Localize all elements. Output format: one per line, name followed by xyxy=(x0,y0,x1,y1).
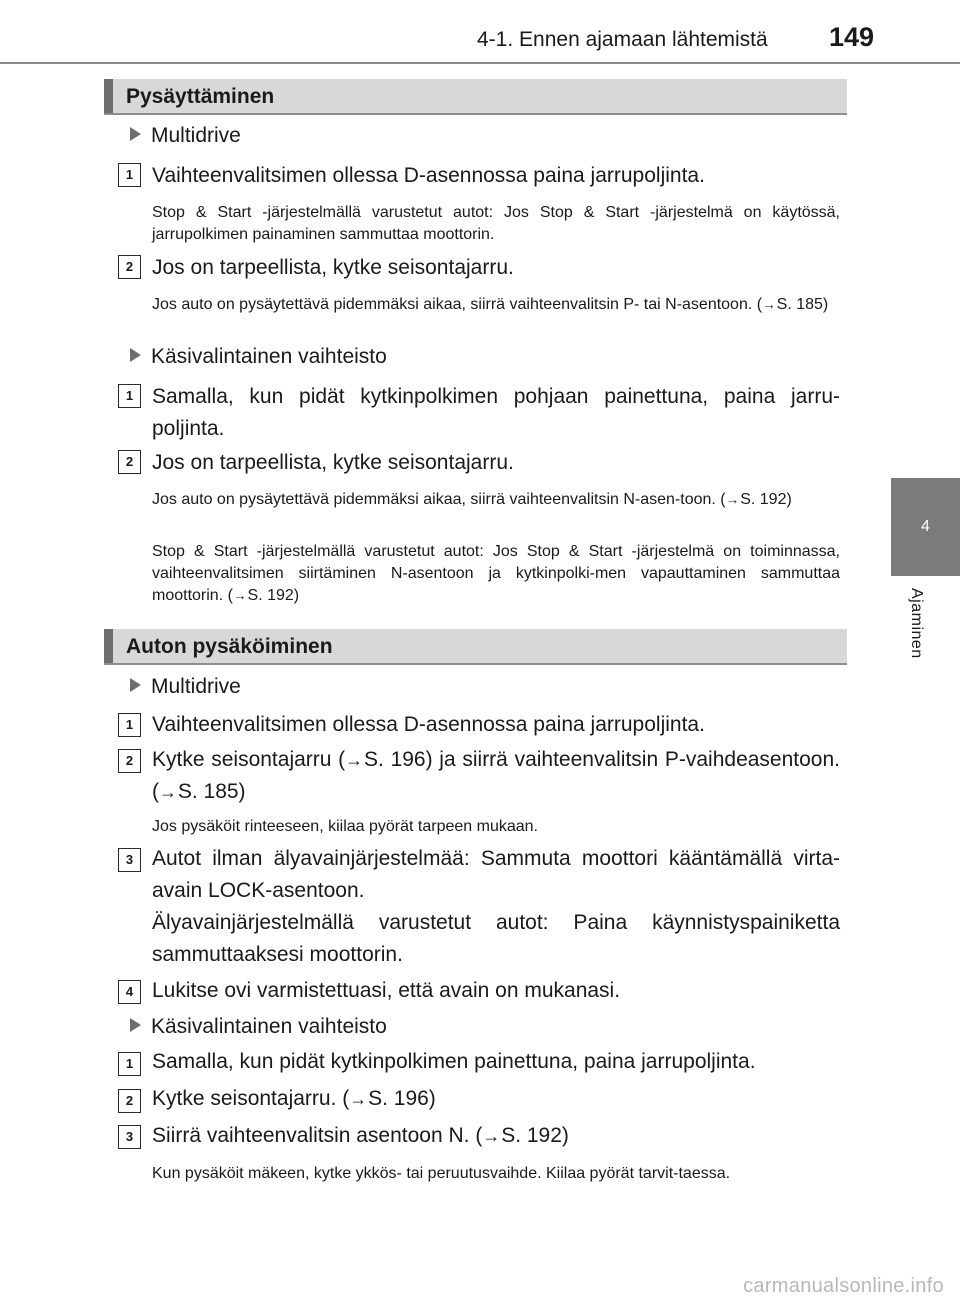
step-text: Lukitse ovi varmistettuasi, että avain on mukanasi. xyxy=(152,979,621,1002)
group-heading: Käsivalintainen vaihteisto xyxy=(130,1011,387,1043)
step-text: Älyavainjärjestelmällä varustetut autot: Paina käynnistyspainiketta sammuttaaksesi moottorin. xyxy=(152,911,840,966)
step-text: Kytke seisontajarru (→S. 196) ja siirrä vaihteenvalitsin P-vaihdeasentoon. (→S. 185) xyxy=(152,744,840,808)
step-note: Stop & Start -järjestelmällä varustetut autot: Jos Stop & Start -järjestelmä on toiminnassa, vaihteenvalitsimen siirtäminen N-asentoon ja kytkinpolki-men vapauttaminen sammuttaa moottorin. (→S. 192) xyxy=(152,541,840,607)
page-reference-link[interactable]: S. 192) xyxy=(501,1124,569,1147)
arrow-right-icon: → xyxy=(725,492,740,507)
arrow-right-icon: → xyxy=(232,588,247,603)
group-heading: Multidrive xyxy=(130,120,241,152)
step-badge: 1 xyxy=(118,713,141,737)
group-heading: Käsivalintainen vaihteisto xyxy=(130,341,387,373)
step-badge: 1 xyxy=(118,163,141,187)
page-reference-link[interactable]: S. 192) xyxy=(247,587,300,604)
step-note: Jos pysäköit rinteeseen, kiilaa pyörät tarpeen mukaan. xyxy=(152,818,538,835)
step-text: Vaihteenvalitsimen ollessa D-asennossa paina jarrupoljinta. xyxy=(152,713,705,736)
page-reference-link[interactable]: S. 192) xyxy=(740,491,792,508)
arrow-right-icon: → xyxy=(345,750,364,770)
chapter-label: Ajaminen xyxy=(908,588,925,659)
arrow-right-icon: → xyxy=(762,297,776,312)
section-bar xyxy=(104,629,113,663)
footer-watermark: carmanualsonline.info xyxy=(743,1275,944,1297)
arrow-right-icon: → xyxy=(482,1126,501,1146)
step-badge: 4 xyxy=(118,980,141,1004)
step-badge: 2 xyxy=(118,1089,141,1113)
triangle-bullet-icon xyxy=(130,678,141,692)
triangle-bullet-icon xyxy=(130,348,141,362)
arrow-right-icon: → xyxy=(349,1089,368,1109)
section-bar xyxy=(104,79,113,113)
group-heading: Multidrive xyxy=(130,671,241,703)
chapter-number: 4 xyxy=(921,518,930,535)
step-note: Jos auto on pysäytettävä pidemmäksi aikaa, siirrä vaihteenvalitsin N-asen-toon. (→S. 192) xyxy=(152,489,840,511)
section-title: Pysäyttäminen xyxy=(126,85,275,108)
step-note: Jos auto on pysäytettävä pidemmäksi aikaa, siirrä vaihteenvalitsin P- tai N-asentoon. (→S. 185) xyxy=(152,294,840,316)
step-text: Jos on tarpeellista, kytke seisontajarru. xyxy=(152,256,514,279)
section-header-stopping xyxy=(104,79,847,115)
step-badge: 3 xyxy=(118,1125,141,1149)
step-note: Stop & Start -järjestelmällä varustetut autot: Jos Stop & Start -järjestelmä on käytössä, jarrupolkimen painaminen sammuttaa moottorin. xyxy=(152,204,840,243)
step-badge: 2 xyxy=(118,749,141,773)
page-reference-link[interactable]: S. 185) xyxy=(776,296,829,313)
step-badge: 2 xyxy=(118,255,141,279)
page-reference-link[interactable]: S. 185) xyxy=(177,780,246,803)
step-text: Samalla, kun pidät kytkinpolkimen painettuna, paina jarrupoljinta. xyxy=(152,1050,756,1073)
step-text: Kytke seisontajarru. (→S. 196) xyxy=(152,1083,840,1115)
section-header-parking xyxy=(104,629,847,665)
step-text: Samalla, kun pidät kytkinpolkimen pohjaan painettuna, paina jarru-poljinta. xyxy=(152,385,840,440)
step-badge: 1 xyxy=(118,384,141,408)
triangle-bullet-icon xyxy=(130,127,141,141)
header-title: 4-1. Ennen ajamaan lähtemistä xyxy=(477,28,768,51)
arrow-right-icon: → xyxy=(159,782,177,802)
page-reference-link[interactable]: S. 196) xyxy=(368,1087,436,1110)
step-text: Vaihteenvalitsimen ollessa D-asennossa paina jarrupoljinta. xyxy=(152,164,705,187)
step-text: Jos on tarpeellista, kytke seisontajarru. xyxy=(152,451,514,474)
triangle-bullet-icon xyxy=(130,1018,141,1032)
step-badge: 2 xyxy=(118,450,141,474)
step-text: Siirrä vaihteenvalitsin asentoon N. (→S. 192) xyxy=(152,1120,840,1152)
step-note: Kun pysäköit mäkeen, kytke ykkös- tai peruutusvaihde. Kiilaa pyörät tarvit-taessa. xyxy=(152,1165,731,1182)
step-badge: 1 xyxy=(118,1052,141,1076)
step-text: Autot ilman älyavainjärjestelmää: Sammuta moottori kääntämällä virta-avain LOCK-asentoon. xyxy=(152,847,840,902)
section-title: Auton pysäköiminen xyxy=(126,635,333,658)
page-number: 149 xyxy=(829,22,875,52)
chapter-tab[interactable] xyxy=(891,478,960,576)
header-divider xyxy=(0,62,960,64)
step-badge: 3 xyxy=(118,848,141,872)
